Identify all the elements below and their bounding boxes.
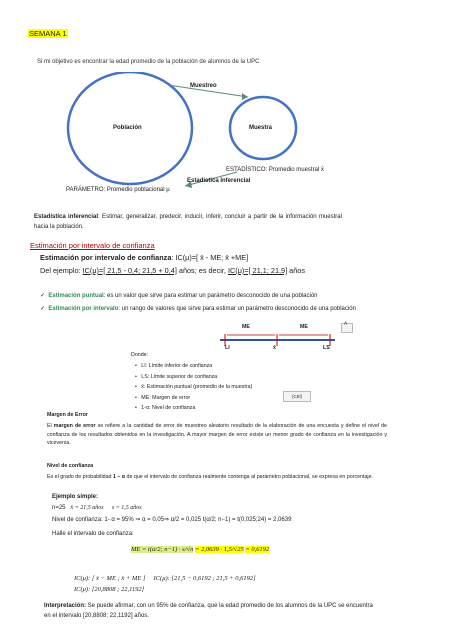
nivel-title: Nivel de confianza [47, 463, 94, 469]
collapse-button[interactable] [341, 323, 353, 333]
bullet-interval-estimate: ✓ Estimación por intervalo: un rango de valores que sirve para estimar un parámetro desconocido de una población [40, 306, 356, 312]
margen-title: Margen de Error [47, 412, 88, 418]
ls-label: LS [323, 345, 330, 351]
donde-item: • LS: Límite superior de confianza [135, 373, 218, 380]
donde-item: • LI: Límite inferior de confianza [135, 363, 213, 369]
ic-formula-line: IC(μ): [ x̄ − ME ; x̄ + ME ] IC(μ): [21,5 − 0,6192 ; 21,5 + 0,6192] [74, 575, 256, 582]
me-calc-line: ME = t(α/2; n−1) · s/√n = 2,0639 · 1,5/√25 = 0,6192 [131, 546, 270, 553]
example-line: Del ejemplo: IC(μ)=[ 21,5 - 0,4; 21,5 + 0,4] años; es decir, IC(μ)=[ 21,1; 21,9] años [40, 266, 305, 275]
check-icon: ✓ [40, 306, 46, 312]
halle-text: Halle el intervalo de confianza: [52, 531, 134, 537]
interval-formula-line: Estimación por intervalo de confianza: IC(μ)=[ x̄ - ME; x̄ +ME] [40, 253, 249, 262]
inferential-definition: Estadística inferencial: Estimar, generalizar, predecir, inducir, inferir, concluir a partir de la información muestral hacia la población. [34, 214, 342, 230]
population-label: Población [113, 125, 142, 131]
intro-text: Si mi objetivo es encontrar la edad promedio de la población de alumnos de la UPC [37, 59, 260, 65]
donde-block [131, 352, 361, 414]
week-label: SEMANA 1 [29, 29, 67, 38]
margen-text: El margen de error se refiere a la cantidad de error de muestreo aleatorio resultado de la elaboración de una encuesta y define el nivel de confianza de los resultados obtenidos en la investigación. A mayor margen de error existe un menor grado de confianza en la investigación y viceversa. [47, 423, 388, 446]
chevron-up-icon: ^ [344, 322, 348, 329]
donde-item: • x̄: Estimación puntual (promedio de la muestra) [135, 384, 253, 390]
estadistico-label: ESTADÍSTICO: Promedio muestral x̄ [226, 167, 324, 173]
li-label: LI [225, 345, 230, 351]
section-title: Estimación por intervalo de confianza [30, 241, 155, 250]
interpretacion-block: Interpretación: Se puede afirmar, con un 95% de confianza, que la edad promedio de los alumnos de la UPC se encuentra en el intervalo [20,8808; 22,1192] años. [44, 603, 373, 619]
ic-result-line: IC(μ): [20,8808 ; 22,1192] [74, 586, 145, 593]
parametro-label: PARÁMETRO: Promedio poblacional μ [66, 187, 170, 193]
paste-options-button[interactable]: (Ctrl) [283, 391, 311, 402]
interval-diagram [215, 322, 357, 352]
nivel-text: Es el grado de probabilidad 1 – α de que el intervalo de confianza realmente contenga al parámetro poblacional, se expresa en porcentaje. [47, 474, 373, 480]
donde-title: Donde: [131, 352, 149, 358]
nivel-calc: Nivel de confianza: 1- α = 95% ⇒ α = 0,05⇒ α/2 = 0,025 t(α/2; n−1) = t(0,025;24) = 2,0639 [52, 517, 292, 523]
bullet-point-estimate: ✓ Estimación puntual: es un valor que sirve para estimar un parámetro desconocido de una población [40, 293, 318, 299]
inferential-label: Estadística Inferencial [187, 178, 251, 184]
check-icon: ✓ [40, 293, 46, 299]
sample-label: Muestra [249, 125, 273, 131]
donde-item: • ME: Margen de error [135, 394, 191, 401]
me-label-right: ME [300, 324, 308, 330]
muestreo-label: Muestreo [190, 83, 217, 89]
ejemplo-data: n=25 x̄ = 21,5 años s = 1,5 años [52, 505, 142, 511]
donde-item: • 1-α: Nivel de confianza [135, 405, 196, 411]
me-label-left: ME [242, 324, 250, 330]
xbar-label: x̄ [273, 345, 276, 351]
ejemplo-title: Ejemplo simple: [52, 494, 99, 500]
